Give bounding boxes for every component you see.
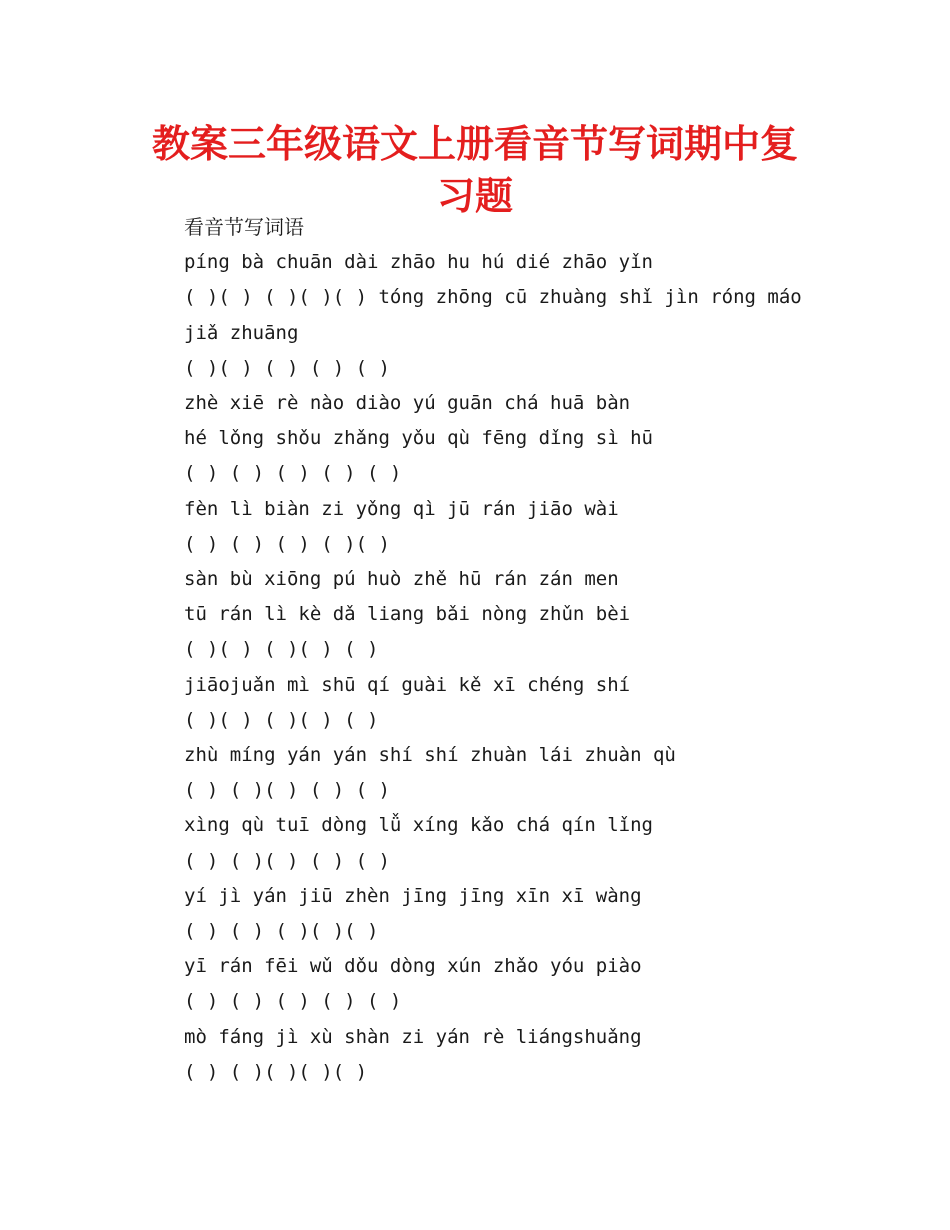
blank-line: ( )( ) ( )( ) ( ): [184, 708, 379, 731]
pinyin-line: yí jì yán jiū zhèn jīng jīng xīn xī wàng: [184, 884, 642, 907]
pinyin-line: tū rán lì kè dǎ liang bǎi nòng zhǔn bèi: [184, 603, 631, 626]
document-title: 教案三年级语文上册看音节写词期中复习题: [151, 122, 798, 218]
exercise-body: [142, 210, 832, 1090]
blank-line: ( ) ( ) ( ) ( ) ( ): [184, 990, 402, 1013]
blank-line: ( ) ( ) ( ) ( ) ( ): [184, 462, 402, 485]
pinyin-line: zhù míng yán yán shí shí zhuàn lái zhuàn qù: [184, 744, 676, 767]
blank-line: ( ) ( ) ( ) ( )( ): [184, 532, 390, 555]
blank-line: ( ) ( )( ) ( ) ( ): [184, 779, 390, 802]
pinyin-line: fèn lì biàn zi yǒng qì jū rán jiāo wài: [184, 497, 619, 520]
pinyin-line: yī rán fēi wǔ dǒu dòng xún zhǎo yóu piào: [184, 955, 642, 978]
pinyin-line: mò fáng jì xù shàn zi yán rè liángshuǎng: [184, 1025, 642, 1048]
pinyin-line: píng bà chuān dài zhāo hu hú dié zhāo yǐn: [184, 251, 653, 274]
section-heading: 看音节写词语: [184, 215, 304, 239]
pinyin-line: zhè xiē rè nào diào yú guān chá huā bàn: [184, 392, 631, 415]
blank-line: ( )( ) ( )( ) ( ): [184, 638, 379, 661]
pinyin-line: hé lǒng shǒu zhǎng yǒu qù fēng dǐng sì hū: [184, 427, 653, 450]
mixed-line: ( )( ) ( )( )( ) tóng zhōng cū zhuàng shǐ jìn róng máo jiǎ zhuāng: [184, 286, 814, 344]
blank-line: ( ) ( ) ( )( )( ): [184, 920, 379, 943]
blank-line: ( ) ( )( ) ( ) ( ): [184, 849, 390, 872]
pinyin-line: sàn bù xiōng pú huò zhě hū rán zán men: [184, 568, 619, 591]
blank-line: ( )( ) ( ) ( ) ( ): [184, 356, 390, 379]
blank-line: ( ) ( )( )( )( ): [184, 1060, 368, 1083]
pinyin-line: xìng qù tuī dòng lǚ xíng kǎo chá qín lǐng: [184, 814, 653, 837]
pinyin-line: jiāojuǎn mì shū qí guài kě xī chéng shí: [184, 673, 631, 696]
